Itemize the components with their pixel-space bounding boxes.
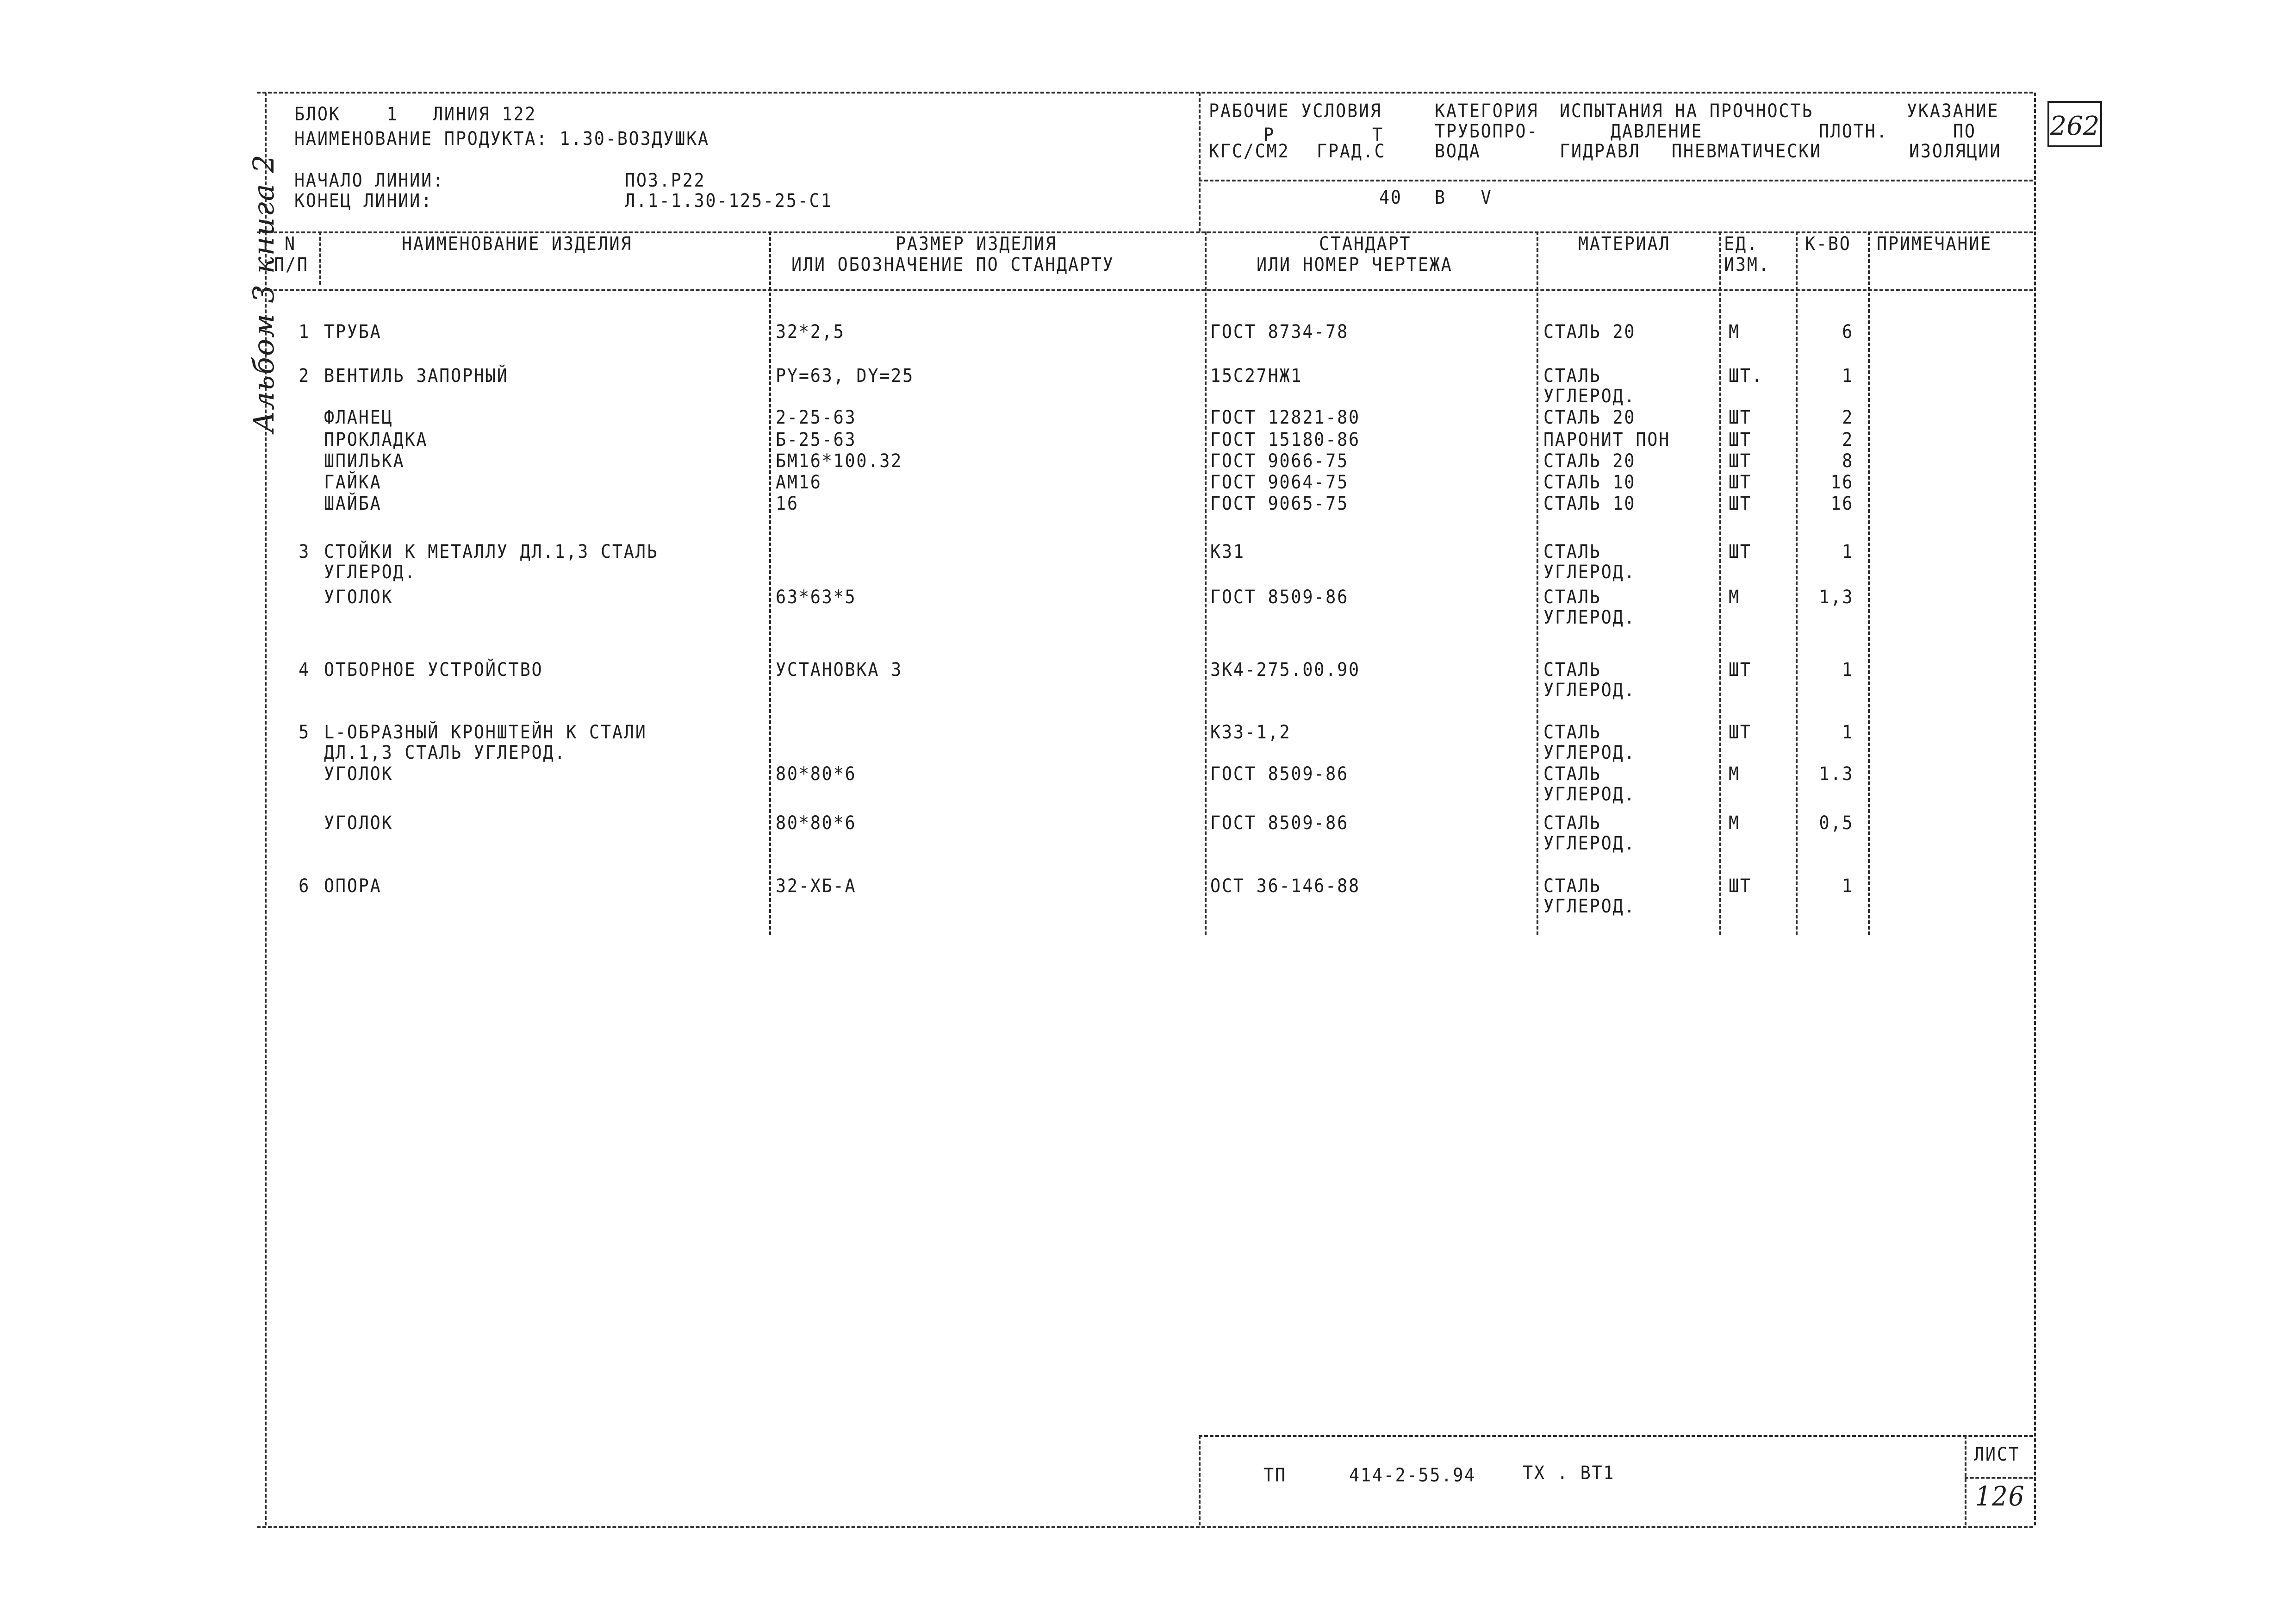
col-std-header-2: ИЛИ НОМЕР ЧЕРТЕЖА	[1257, 254, 1453, 275]
frame-left-line	[265, 93, 267, 1525]
row-10-standard: 3К4-275.00.90	[1210, 659, 1360, 681]
pressure-symbol: Р	[1263, 125, 1275, 146]
row-12-qty: 1.3	[1819, 763, 1854, 785]
col-num-1: N	[285, 233, 296, 255]
col-std-header-1: СТАНДАРТ	[1319, 233, 1412, 255]
title-block-left-line	[1199, 1435, 1201, 1525]
sheet-cell-divider	[1965, 1477, 2033, 1479]
row-5-material: СТАЛЬ 20	[1543, 450, 1636, 472]
row-10-qty: 1	[1842, 659, 1854, 681]
row-12-name: УГОЛОК	[324, 763, 393, 785]
row-14-unit: ШТ	[1729, 875, 1752, 897]
row-1-standard: ГОСТ 8734-78	[1210, 321, 1349, 343]
hydraulic-label: ГИДРАВЛ	[1560, 141, 1641, 162]
row-11-name: L-ОБРАЗНЫЙ КРОНШТЕЙН К СТАЛИ	[324, 722, 647, 743]
row-2-material: СТАЛЬ	[1543, 365, 1601, 387]
document-code: 414-2-55.94	[1349, 1465, 1476, 1486]
row-9-qty: 1,3	[1819, 587, 1854, 608]
line-end-value: Л.1-1.30-125-25-С1	[625, 190, 833, 212]
row-7-standard: ГОСТ 9065-75	[1210, 493, 1349, 514]
col-sep-name	[769, 231, 771, 935]
conditions-value-line	[1199, 180, 2033, 181]
row-8-qty: 1	[1842, 541, 1854, 562]
block-line-label: БЛОК 1 ЛИНИЯ 122	[294, 104, 537, 125]
row-5-name: ШПИЛЬКА	[324, 450, 405, 472]
row-3-unit: ШТ	[1729, 407, 1752, 428]
row-6-standard: ГОСТ 9064-75	[1210, 472, 1349, 493]
col-sep-size	[1205, 231, 1207, 935]
row-9-size: 63*63*5	[776, 587, 857, 608]
row-4-material: ПАРОНИТ ПОН	[1543, 429, 1671, 450]
row-14-material: СТАЛЬ	[1543, 875, 1601, 897]
row-7-name: ШАЙБА	[324, 493, 382, 514]
row-2-standard: 15С27НЖ1	[1210, 365, 1303, 387]
col-unit-header-2: ИЗМ.	[1724, 254, 1770, 275]
temperature-value: 40	[1379, 187, 1402, 208]
row-3-standard: ГОСТ 12821-80	[1210, 407, 1360, 428]
category-sub2: ВОДА	[1435, 141, 1481, 162]
row-5-size: БМ16*100.32	[776, 450, 903, 472]
density-label: ПЛОТН.	[1819, 121, 1888, 142]
row-4-size: Б-25-63	[776, 429, 857, 450]
col-num-2: П/П	[274, 254, 309, 275]
row-9-name: УГОЛОК	[324, 587, 393, 608]
line-start-value: ПОЗ.Р22	[625, 170, 706, 191]
line-end-label: КОНЕЦ ЛИНИИ:	[294, 190, 433, 212]
row-13-unit: М	[1729, 812, 1740, 834]
col-material-header: МАТЕРИАЛ	[1578, 233, 1671, 255]
row-6-size: АМ16	[776, 472, 822, 493]
row-8-material: СТАЛЬ	[1543, 541, 1601, 562]
row-11-qty: 1	[1842, 722, 1854, 743]
row-6-material: СТАЛЬ 10	[1543, 472, 1636, 493]
row-10-size: УСТАНОВКА 3	[776, 659, 903, 681]
row-13-material-2: УГЛЕРОД.	[1543, 833, 1636, 854]
title-block-top-line	[1199, 1435, 2033, 1437]
header-split-line	[1199, 93, 1201, 231]
row-11-material-2: УГЛЕРОД.	[1543, 742, 1636, 763]
row-8-material-2: УГЛЕРОД.	[1543, 562, 1636, 583]
row-14-num: 6	[299, 875, 310, 897]
row-9-material: СТАЛЬ	[1543, 587, 1601, 608]
col-qty-header: К-ВО	[1805, 233, 1851, 255]
sheet-value: 126	[1975, 1480, 2025, 1512]
row-3-size: 2-25-63	[776, 407, 857, 428]
sheet-number-stamp	[2047, 101, 2102, 147]
col-sep-num	[319, 231, 321, 285]
row-6-name: ГАЙКА	[324, 472, 382, 493]
row-8-name-2: УГЛЕРОД.	[324, 562, 417, 583]
col-size-header-1: РАЗМЕР ИЗДЕЛИЯ	[896, 233, 1057, 255]
row-4-standard: ГОСТ 15180-86	[1210, 429, 1360, 450]
col-name-header: НАИМЕНОВАНИЕ ИЗДЕЛИЯ	[402, 233, 633, 255]
row-11-material: СТАЛЬ	[1543, 722, 1601, 743]
row-13-size: 80*80*6	[776, 812, 857, 834]
col-note-header: ПРИМЕЧАНИЕ	[1877, 233, 1992, 255]
row-3-qty: 2	[1842, 407, 1854, 428]
row-1-material: СТАЛЬ 20	[1543, 321, 1636, 343]
row-8-standard: К31	[1210, 541, 1245, 562]
pressure-test-label: ДАВЛЕНИЕ	[1611, 121, 1703, 142]
line-start-label: НАЧАЛО ЛИНИИ:	[294, 170, 444, 191]
row-13-standard: ГОСТ 8509-86	[1210, 812, 1349, 834]
col-sep-std	[1537, 231, 1538, 935]
row-11-name-2: ДЛ.1,3 СТАЛЬ УГЛЕРОД.	[324, 742, 566, 763]
row-1-unit: М	[1729, 321, 1740, 343]
row-1-size: 32*2,5	[776, 321, 845, 343]
category-value: В V	[1435, 187, 1493, 208]
row-14-material-2: УГЛЕРОД.	[1543, 896, 1636, 917]
col-sep-unit	[1796, 231, 1798, 935]
category-sub1: ТРУБОПРО-	[1435, 121, 1539, 142]
col-size-header-2: ИЛИ ОБОЗНАЧЕНИЕ ПО СТАНДАРТУ	[791, 254, 1114, 275]
document-suffix: ТХ . ВТ1	[1523, 1462, 1615, 1484]
row-4-name: ПРОКЛАДКА	[324, 429, 428, 450]
album-side-note: Альбом 3 книга 2	[247, 154, 280, 433]
row-2-unit: ШТ.	[1729, 365, 1763, 387]
row-12-material: СТАЛЬ	[1543, 763, 1601, 785]
row-10-name: ОТБОРНОЕ УСТРОЙСТВО	[324, 659, 543, 681]
row-9-material-2: УГЛЕРОД.	[1543, 607, 1636, 628]
row-1-num: 1	[299, 321, 310, 343]
row-1-name: ТРУБА	[324, 321, 382, 343]
row-11-standard: К33-1,2	[1210, 722, 1291, 743]
row-10-num: 4	[299, 659, 310, 681]
insulation-sub2: ИЗОЛЯЦИИ	[1909, 141, 2002, 162]
row-9-standard: ГОСТ 8509-86	[1210, 587, 1349, 608]
row-2-material-2: УГЛЕРОД.	[1543, 386, 1636, 407]
row-2-num: 2	[299, 365, 310, 387]
row-11-num: 5	[299, 722, 310, 743]
frame-bottom-line	[257, 1526, 2033, 1528]
row-9-unit: М	[1729, 587, 1740, 608]
row-7-unit: ШТ	[1729, 493, 1752, 514]
row-14-standard: ОСТ 36-146-88	[1210, 875, 1360, 897]
row-8-unit: ШТ	[1729, 541, 1752, 562]
row-8-name: СТОЙКИ К МЕТАЛЛУ ДЛ.1,3 СТАЛЬ	[324, 541, 659, 562]
tests-title: ИСПЫТАНИЯ НА ПРОЧНОСТЬ	[1560, 100, 1814, 122]
row-13-name: УГОЛОК	[324, 812, 393, 834]
row-1-qty: 6	[1842, 321, 1854, 343]
sheet-cell-left-line	[1965, 1435, 1966, 1525]
pneumatic-label: ПНЕВМАТИЧЕСКИ	[1672, 141, 1822, 162]
frame-right-line	[2034, 93, 2036, 1525]
row-4-qty: 2	[1842, 429, 1854, 450]
row-5-standard: ГОСТ 9066-75	[1210, 450, 1349, 472]
pressure-unit: КГС/СМ2	[1209, 141, 1290, 162]
insulation-title: УКАЗАНИЕ	[1907, 100, 1999, 122]
columns-divider-line	[257, 289, 2033, 291]
col-sep-material	[1719, 231, 1721, 935]
row-13-material: СТАЛЬ	[1543, 812, 1601, 834]
row-12-material-2: УГЛЕРОД.	[1543, 784, 1636, 805]
row-14-qty: 1	[1842, 875, 1854, 897]
row-10-material: СТАЛЬ	[1543, 659, 1601, 681]
row-7-size: 16	[776, 493, 799, 514]
row-2-size: РY=63, DY=25	[776, 365, 914, 387]
row-3-material: СТАЛЬ 20	[1543, 407, 1636, 428]
row-10-material-2: УГЛЕРОД.	[1543, 680, 1636, 701]
row-10-unit: ШТ	[1729, 659, 1752, 681]
col-unit-header-1: ЕД.	[1724, 233, 1759, 255]
row-2-qty: 1	[1842, 365, 1854, 387]
row-7-material: СТАЛЬ 10	[1543, 493, 1636, 514]
sheet-label: ЛИСТ	[1974, 1444, 2020, 1465]
row-11-unit: ШТ	[1729, 722, 1752, 743]
temperature-unit: ГРАД.С	[1317, 141, 1386, 162]
row-5-unit: ШТ	[1729, 450, 1752, 472]
row-8-num: 3	[299, 541, 310, 562]
category-title: КАТЕГОРИЯ	[1435, 100, 1539, 122]
row-3-name: ФЛАНЕЦ	[324, 407, 393, 428]
row-14-size: 32-ХБ-А	[776, 875, 857, 897]
work-conditions-title: РАБОЧИЕ УСЛОВИЯ	[1209, 100, 1382, 122]
row-5-qty: 8	[1842, 450, 1854, 472]
sheet-number: 262	[2050, 111, 2100, 141]
col-sep-qty	[1868, 231, 1870, 935]
row-7-qty: 16	[1830, 493, 1854, 514]
product-name-label: НАИМЕНОВАНИЕ ПРОДУКТА: 1.30-ВОЗДУШКА	[294, 128, 709, 150]
row-4-unit: ШТ	[1729, 429, 1752, 450]
row-12-unit: М	[1729, 763, 1740, 785]
insulation-sub1: ПО	[1953, 121, 1976, 142]
frame-top-line	[257, 92, 2033, 94]
row-6-unit: ШТ	[1729, 472, 1752, 493]
tp-label: ТП	[1263, 1465, 1287, 1486]
temperature-symbol: Т	[1372, 125, 1384, 146]
row-14-name: ОПОРА	[324, 875, 382, 897]
row-2-name: ВЕНТИЛЬ ЗАПОРНЫЙ	[324, 365, 509, 387]
row-13-qty: 0,5	[1819, 812, 1854, 834]
row-12-size: 80*80*6	[776, 763, 857, 785]
row-12-standard: ГОСТ 8509-86	[1210, 763, 1349, 785]
row-6-qty: 16	[1830, 472, 1854, 493]
